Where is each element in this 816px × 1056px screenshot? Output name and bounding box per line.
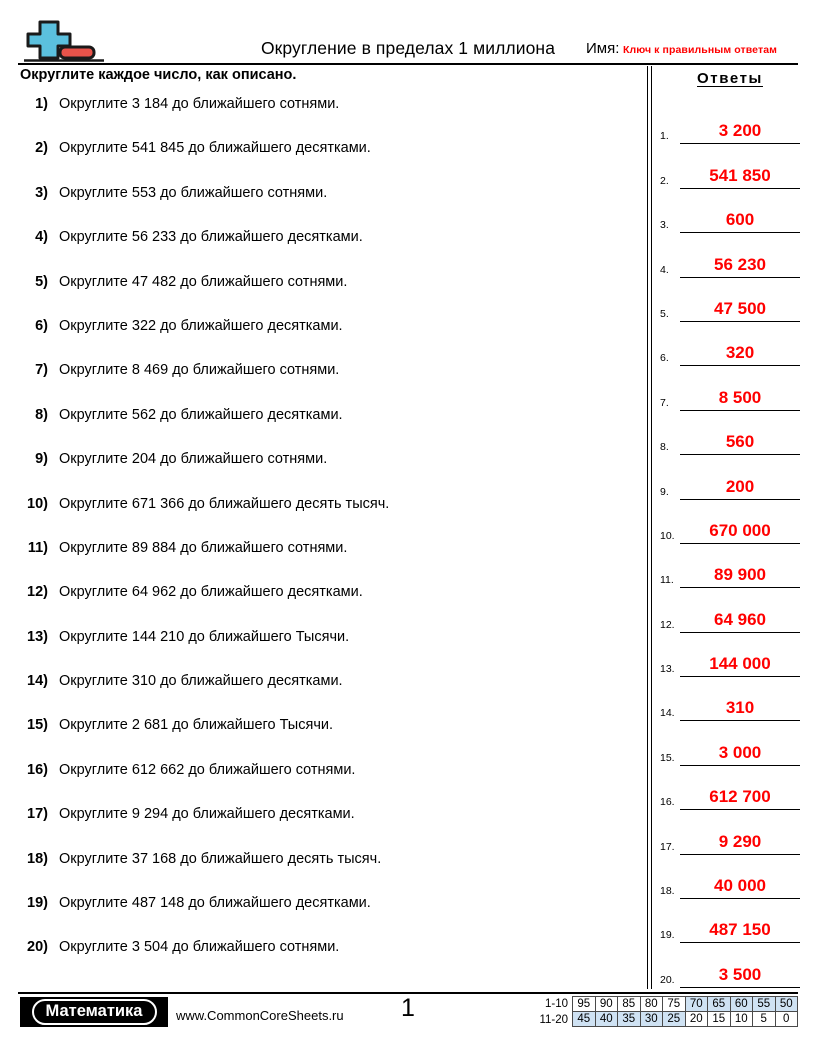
question-row [18, 629, 638, 673]
grading-scale-table [529, 996, 798, 1028]
question-text: Округлите 204 до ближайшего сотнями. [59, 451, 328, 468]
question-number: 13) [27, 628, 48, 645]
answer-blank-line [680, 765, 800, 766]
grade-cell: 95 [572, 996, 596, 1012]
question-text: Округлите 487 148 до ближайшего десятками. [59, 895, 371, 912]
question-number: 5) [35, 273, 48, 290]
question-row [18, 939, 638, 983]
answers-heading: Ответы [697, 70, 763, 87]
question-text: Округлите 56 233 до ближайшего десятками. [59, 229, 363, 246]
grade-cell: 50 [775, 996, 799, 1012]
answer-number: 1. [660, 130, 669, 143]
grade-cell: 85 [617, 996, 641, 1012]
answer-row [660, 245, 806, 289]
question-number: 20) [27, 939, 48, 956]
answer-row [660, 467, 806, 511]
question-text: Округлите 322 до ближайшего десятками. [59, 317, 343, 334]
question-text: Округлите 64 962 до ближайшего десятками. [59, 584, 363, 601]
question-row [18, 895, 638, 939]
answer-number: 6. [660, 352, 669, 365]
answer-value: 64 960 [714, 609, 766, 629]
question-text: Округлите 3 184 до ближайшего сотнями. [59, 96, 340, 112]
question-row [18, 540, 638, 584]
answer-row [660, 645, 806, 689]
answer-blank-line [680, 942, 800, 943]
questions-list [18, 96, 638, 984]
answer-blank-line [680, 277, 800, 278]
grade-cell: 60 [730, 996, 754, 1012]
question-number: 3) [35, 184, 48, 201]
answer-value: 9 290 [718, 831, 762, 851]
answer-blank-line [680, 454, 800, 455]
question-number: 17) [27, 806, 48, 823]
grade-cell: 0 [775, 1011, 799, 1027]
answer-value: 670 000 [709, 520, 771, 540]
answer-row [660, 112, 806, 156]
question-number: 6) [35, 317, 48, 334]
answer-value: 320 [725, 343, 755, 363]
grade-cell: 40 [595, 1011, 619, 1027]
question-text: Округлите 553 до ближайшего сотнями. [59, 184, 328, 201]
answer-blank-line [680, 543, 800, 544]
answer-row [660, 512, 806, 556]
question-text: Округлите 612 662 до ближайшего сотнями. [59, 761, 356, 778]
grade-cell: 20 [685, 1011, 709, 1027]
answer-number: 8. [660, 441, 669, 454]
answer-blank-line [680, 676, 800, 677]
answer-row [660, 378, 806, 422]
question-number: 7) [35, 362, 48, 379]
answer-row [660, 334, 806, 378]
question-text: Округлите 541 845 до ближайшего десятками. [59, 140, 371, 157]
grade-cell: 75 [662, 996, 686, 1012]
answer-row [660, 778, 806, 822]
answer-row [660, 822, 806, 866]
question-text: Округлите 89 884 до ближайшего сотнями. [59, 539, 348, 556]
answer-number: 4. [660, 263, 669, 276]
answer-blank-line [680, 188, 800, 189]
website-url: www.CommonCoreSheets.ru [176, 1008, 344, 1023]
question-text: Округлите 671 366 до ближайшего десять тысяч. [59, 495, 390, 512]
answer-blank-line [680, 632, 800, 633]
answer-blank-line [680, 143, 800, 144]
grade-row [529, 996, 798, 1012]
question-row [18, 673, 638, 717]
answer-number: 13. [660, 663, 675, 676]
answer-row [660, 689, 806, 733]
answer-value: 56 230 [714, 254, 766, 274]
answer-row [660, 556, 806, 600]
answer-row [660, 911, 806, 955]
answer-number: 15. [660, 751, 675, 764]
question-number: 2) [35, 140, 48, 157]
answer-value: 3 000 [718, 742, 762, 762]
question-row [18, 140, 638, 184]
answer-value: 200 [725, 476, 755, 496]
answer-blank-line [680, 987, 800, 988]
question-text: Округлите 8 469 до ближайшего сотнями. [59, 362, 340, 379]
answer-value: 8 500 [718, 387, 762, 407]
question-row [18, 762, 638, 806]
question-number: 19) [27, 895, 48, 912]
answer-row [660, 201, 806, 245]
answer-blank-line [680, 854, 800, 855]
answer-row [660, 867, 806, 911]
question-text: Округлите 37 168 до ближайшего десять тысяч. [59, 850, 382, 867]
answer-value: 3 500 [718, 964, 762, 984]
question-row [18, 229, 638, 273]
answer-value: 541 850 [709, 165, 771, 185]
grade-row-label: 11-20 [539, 1014, 568, 1026]
grade-row-label: 1-10 [544, 998, 568, 1010]
question-row [18, 318, 638, 362]
question-text: Округлите 144 210 до ближайшего Тысячи. [59, 628, 350, 645]
answer-blank-line [680, 232, 800, 233]
question-row [18, 717, 638, 761]
answer-value: 47 500 [714, 298, 766, 318]
grade-cell: 70 [685, 996, 709, 1012]
column-divider [647, 66, 652, 989]
answer-blank-line [680, 809, 800, 810]
answer-blank-line [680, 321, 800, 322]
answer-value: 3 200 [718, 121, 762, 141]
question-row [18, 362, 638, 406]
grade-cell: 30 [640, 1011, 664, 1027]
question-row [18, 806, 638, 850]
answer-blank-line [680, 365, 800, 366]
answer-value: 40 000 [714, 876, 766, 896]
answer-blank-line [680, 587, 800, 588]
question-text: Округлите 2 681 до ближайшего Тысячи. [59, 717, 334, 734]
question-number: 9) [35, 451, 48, 468]
answer-value: 612 700 [709, 787, 771, 807]
question-text: Округлите 310 до ближайшего десятками. [59, 673, 343, 690]
answer-blank-line [680, 410, 800, 411]
question-number: 15) [27, 717, 48, 734]
answer-number: 20. [660, 973, 675, 986]
answer-value: 310 [725, 698, 755, 718]
grade-cell: 90 [595, 996, 619, 1012]
grade-cell: 45 [572, 1011, 596, 1027]
page-title: Округление в пределах 1 миллиона [260, 38, 556, 58]
answer-value: 89 900 [714, 565, 766, 585]
answer-row [660, 156, 806, 200]
page-footer [0, 994, 816, 1056]
answer-number: 14. [660, 707, 675, 720]
answer-number: 2. [660, 174, 669, 187]
grade-cell: 25 [662, 1011, 686, 1027]
question-number: 10) [27, 495, 48, 512]
page-header [0, 0, 816, 62]
grade-row [529, 1012, 798, 1028]
instruction-text: Округлите каждое число, как описано. [20, 67, 297, 83]
answer-blank-line [680, 898, 800, 899]
answer-value: 560 [725, 432, 755, 452]
question-row [18, 496, 638, 540]
grade-cell: 35 [617, 1011, 641, 1027]
question-row [18, 407, 638, 451]
question-row [18, 96, 638, 140]
grade-cell: 10 [730, 1011, 754, 1027]
grade-cell: 80 [640, 996, 664, 1012]
question-number: 4) [35, 229, 48, 246]
answer-number: 7. [660, 396, 669, 409]
question-text: Округлите 3 504 до ближайшего сотнями. [59, 939, 340, 956]
question-number: 1) [35, 96, 48, 112]
question-number: 8) [35, 406, 48, 423]
answer-key-badge: Ключ к правильным ответам [623, 44, 778, 56]
question-text: Округлите 47 482 до ближайшего сотнями. [59, 273, 348, 290]
answer-row [660, 733, 806, 777]
answer-row [660, 290, 806, 334]
grade-cell: 15 [707, 1011, 731, 1027]
question-number: 18) [27, 850, 48, 867]
question-row [18, 274, 638, 318]
answer-number: 10. [660, 529, 675, 542]
name-label: Имя: [586, 40, 620, 57]
question-text: Округлите 9 294 до ближайшего десятками. [59, 806, 355, 823]
answer-number: 9. [660, 485, 669, 498]
answer-blank-line [680, 499, 800, 500]
answer-number: 12. [660, 618, 675, 631]
question-row [18, 185, 638, 229]
answer-value: 600 [725, 210, 755, 230]
answer-number: 18. [660, 885, 675, 898]
answer-number: 11. [660, 574, 674, 587]
answer-number: 19. [660, 929, 675, 942]
question-number: 16) [27, 761, 48, 778]
answer-number: 17. [660, 840, 675, 853]
header-divider-rule [18, 63, 798, 65]
answer-number: 16. [660, 796, 675, 809]
brand-label: Математика [32, 999, 157, 1025]
grade-cell: 65 [707, 996, 731, 1012]
answer-row [660, 600, 806, 644]
question-row [18, 851, 638, 895]
answer-number: 5. [660, 307, 669, 320]
answers-list [660, 112, 806, 1000]
answer-row [660, 423, 806, 467]
question-text: Округлите 562 до ближайшего десятками. [59, 406, 343, 423]
answer-number: 3. [660, 219, 669, 232]
question-number: 12) [27, 584, 48, 601]
question-number: 14) [27, 673, 48, 690]
question-row [18, 584, 638, 628]
question-row [18, 451, 638, 495]
answer-value: 487 150 [709, 920, 771, 940]
grade-cell: 5 [752, 1011, 776, 1027]
answer-blank-line [680, 720, 800, 721]
answer-value: 144 000 [709, 654, 771, 674]
page-number: 1 [401, 994, 415, 1022]
grade-cell: 55 [752, 996, 776, 1012]
question-number: 11) [27, 539, 48, 556]
